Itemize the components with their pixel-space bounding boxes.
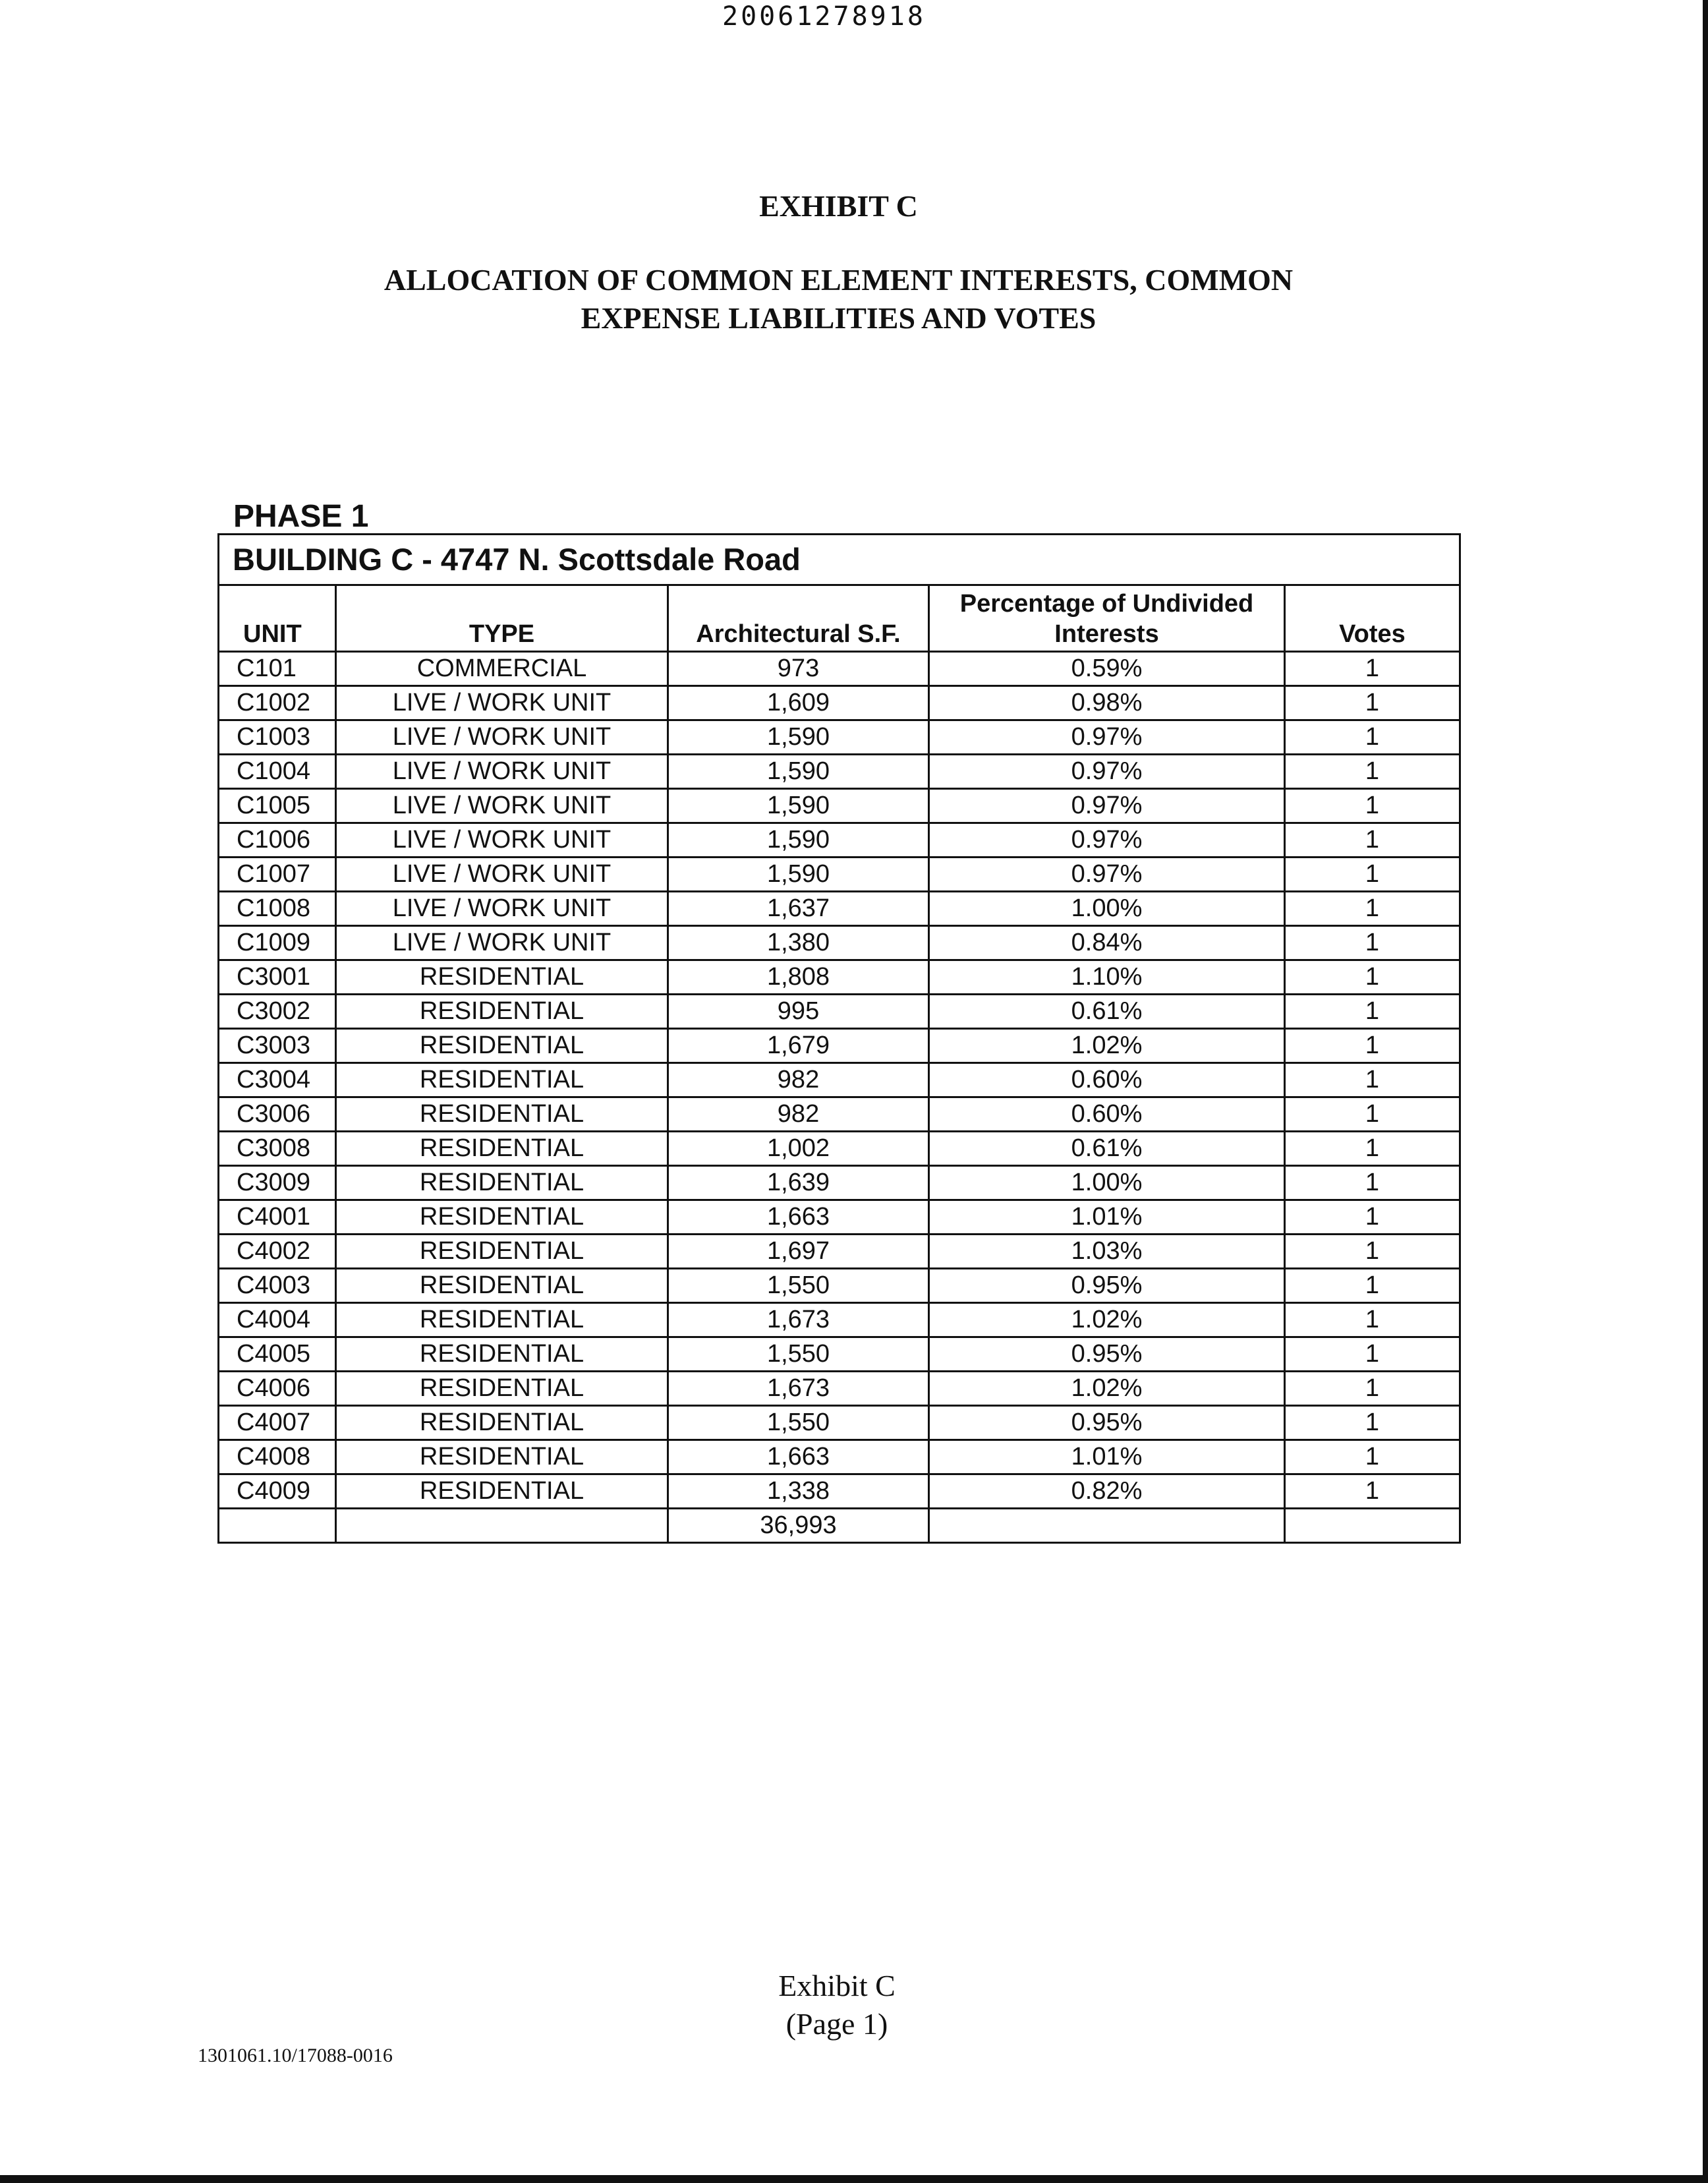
unit-cell: C3003	[219, 1029, 336, 1063]
table-row	[219, 652, 1460, 686]
type-cell: RESIDENTIAL	[336, 1029, 668, 1063]
percentage-cell: 0.95%	[929, 1337, 1285, 1372]
unit-cell: C3001	[219, 960, 336, 995]
table-row	[219, 1063, 1460, 1097]
votes-cell: 1	[1285, 858, 1460, 892]
type-cell: RESIDENTIAL	[336, 1303, 668, 1337]
unit-cell: C1009	[219, 926, 336, 960]
sf-cell: 1,637	[668, 892, 929, 926]
votes-cell: 1	[1285, 652, 1460, 686]
type-cell: LIVE / WORK UNIT	[336, 720, 668, 755]
percentage-cell: 0.97%	[929, 823, 1285, 858]
table-row	[219, 1097, 1460, 1132]
percentage-cell: 0.59%	[929, 652, 1285, 686]
type-cell: RESIDENTIAL	[336, 1269, 668, 1303]
col-header-percentage-line-2: Interests	[1054, 620, 1159, 648]
sf-cell: 1,590	[668, 858, 929, 892]
table-row	[219, 1372, 1460, 1406]
col-header-unit: UNIT	[219, 585, 336, 652]
percentage-cell: 1.03%	[929, 1235, 1285, 1269]
type-cell: RESIDENTIAL	[336, 1474, 668, 1509]
table-row	[219, 720, 1460, 755]
unit-cell: C4004	[219, 1303, 336, 1337]
table-row	[219, 1029, 1460, 1063]
votes-cell: 1	[1285, 1269, 1460, 1303]
type-cell: LIVE / WORK UNIT	[336, 823, 668, 858]
unit-cell: C3008	[219, 1132, 336, 1166]
votes-cell: 1	[1285, 720, 1460, 755]
votes-cell: 1	[1285, 1166, 1460, 1200]
unit-cell: C1005	[219, 789, 336, 823]
table-row	[219, 926, 1460, 960]
votes-cell: 1	[1285, 1406, 1460, 1440]
table-row	[219, 1406, 1460, 1440]
subtitle-line-2: EXPENSE LIABILITIES AND VOTES	[581, 301, 1096, 335]
votes-cell: 1	[1285, 1200, 1460, 1235]
table-row	[219, 1474, 1460, 1509]
table-row	[219, 995, 1460, 1029]
percentage-cell: 0.98%	[929, 686, 1285, 720]
unit-cell: C1008	[219, 892, 336, 926]
type-cell: LIVE / WORK UNIT	[336, 892, 668, 926]
table-row	[219, 1440, 1460, 1474]
type-cell: LIVE / WORK UNIT	[336, 858, 668, 892]
sf-cell: 1,609	[668, 686, 929, 720]
sf-cell: 1,550	[668, 1269, 929, 1303]
document-number: 20061278918	[722, 1, 926, 32]
table-row	[219, 892, 1460, 926]
percentage-cell: 0.61%	[929, 995, 1285, 1029]
allocation-table	[217, 533, 1461, 1544]
table-body	[219, 652, 1460, 1509]
percentage-cell: 1.01%	[929, 1440, 1285, 1474]
col-header-sf: Architectural S.F.	[668, 585, 929, 652]
total-row	[219, 1509, 1460, 1543]
votes-cell: 1	[1285, 1097, 1460, 1132]
exhibit-title: EXHIBIT C	[759, 189, 918, 223]
sf-cell: 982	[668, 1063, 929, 1097]
type-cell: RESIDENTIAL	[336, 1372, 668, 1406]
percentage-cell: 0.84%	[929, 926, 1285, 960]
percentage-cell: 0.95%	[929, 1269, 1285, 1303]
table-row	[219, 960, 1460, 995]
total-sf-cell: 36,993	[668, 1509, 929, 1543]
votes-cell: 1	[1285, 1440, 1460, 1474]
table-row	[219, 1166, 1460, 1200]
percentage-cell: 1.10%	[929, 960, 1285, 995]
votes-cell: 1	[1285, 789, 1460, 823]
type-cell: COMMERCIAL	[336, 652, 668, 686]
unit-cell: C3009	[219, 1166, 336, 1200]
percentage-cell: 1.02%	[929, 1029, 1285, 1063]
votes-cell: 1	[1285, 1132, 1460, 1166]
unit-cell: C4008	[219, 1440, 336, 1474]
sf-cell: 1,697	[668, 1235, 929, 1269]
total-pct-cell	[929, 1509, 1285, 1543]
sf-cell: 1,002	[668, 1132, 929, 1166]
type-cell: RESIDENTIAL	[336, 1337, 668, 1372]
type-cell: RESIDENTIAL	[336, 1166, 668, 1200]
table-row	[219, 1337, 1460, 1372]
unit-cell: C1007	[219, 858, 336, 892]
percentage-cell: 0.82%	[929, 1474, 1285, 1509]
page-edge-right	[1703, 0, 1708, 2183]
votes-cell: 1	[1285, 1303, 1460, 1337]
sf-cell: 982	[668, 1097, 929, 1132]
col-header-type: TYPE	[336, 585, 668, 652]
unit-cell: C101	[219, 652, 336, 686]
footer-exhibit-line-1: Exhibit C	[778, 1969, 896, 2002]
sf-cell: 1,663	[668, 1440, 929, 1474]
table-row	[219, 1303, 1460, 1337]
building-header: BUILDING C - 4747 N. Scottsdale Road	[219, 535, 1460, 585]
phase-label: PHASE 1	[233, 499, 369, 534]
unit-cell: C4007	[219, 1406, 336, 1440]
percentage-cell: 1.01%	[929, 1200, 1285, 1235]
votes-cell: 1	[1285, 686, 1460, 720]
sf-cell: 1,590	[668, 720, 929, 755]
table-row	[219, 1235, 1460, 1269]
type-cell: RESIDENTIAL	[336, 995, 668, 1029]
percentage-cell: 1.02%	[929, 1303, 1285, 1337]
percentage-cell: 0.97%	[929, 720, 1285, 755]
unit-cell: C1002	[219, 686, 336, 720]
subtitle-line-1: ALLOCATION OF COMMON ELEMENT INTERESTS, COMMON	[384, 263, 1294, 297]
votes-cell: 1	[1285, 755, 1460, 789]
votes-cell: 1	[1285, 892, 1460, 926]
type-cell: LIVE / WORK UNIT	[336, 789, 668, 823]
type-cell: RESIDENTIAL	[336, 1132, 668, 1166]
unit-cell: C4002	[219, 1235, 336, 1269]
type-cell: LIVE / WORK UNIT	[336, 686, 668, 720]
sf-cell: 973	[668, 652, 929, 686]
sf-cell: 1,808	[668, 960, 929, 995]
footer-exhibit-label	[725, 1967, 949, 2043]
table-row	[219, 858, 1460, 892]
votes-cell: 1	[1285, 1063, 1460, 1097]
percentage-cell: 0.97%	[929, 755, 1285, 789]
table-row	[219, 1200, 1460, 1235]
total-unit-cell	[219, 1509, 336, 1543]
type-cell: LIVE / WORK UNIT	[336, 755, 668, 789]
sf-cell: 1,590	[668, 789, 929, 823]
votes-cell: 1	[1285, 1235, 1460, 1269]
table-row	[219, 1132, 1460, 1166]
percentage-cell: 0.61%	[929, 1132, 1285, 1166]
type-cell: LIVE / WORK UNIT	[336, 926, 668, 960]
unit-cell: C1006	[219, 823, 336, 858]
sf-cell: 1,679	[668, 1029, 929, 1063]
sf-cell: 1,590	[668, 755, 929, 789]
votes-cell: 1	[1285, 1337, 1460, 1372]
unit-cell: C4009	[219, 1474, 336, 1509]
type-cell: RESIDENTIAL	[336, 1235, 668, 1269]
votes-cell: 1	[1285, 995, 1460, 1029]
percentage-cell: 0.60%	[929, 1097, 1285, 1132]
col-header-percentage	[929, 585, 1285, 652]
unit-cell: C1004	[219, 755, 336, 789]
percentage-cell: 0.60%	[929, 1063, 1285, 1097]
unit-cell: C4003	[219, 1269, 336, 1303]
sf-cell: 1,673	[668, 1303, 929, 1337]
column-header-row	[219, 585, 1460, 652]
sf-cell: 1,663	[668, 1200, 929, 1235]
votes-cell: 1	[1285, 1029, 1460, 1063]
sf-cell: 1,550	[668, 1406, 929, 1440]
unit-cell: C3004	[219, 1063, 336, 1097]
type-cell: RESIDENTIAL	[336, 1406, 668, 1440]
type-cell: RESIDENTIAL	[336, 1200, 668, 1235]
table-row	[219, 789, 1460, 823]
percentage-cell: 0.97%	[929, 858, 1285, 892]
sf-cell: 1,380	[668, 926, 929, 960]
percentage-cell: 0.95%	[929, 1406, 1285, 1440]
unit-cell: C3006	[219, 1097, 336, 1132]
percentage-cell: 0.97%	[929, 789, 1285, 823]
table-row	[219, 755, 1460, 789]
exhibit-subtitle	[0, 261, 1677, 337]
total-type-cell	[336, 1509, 668, 1543]
sf-cell: 1,338	[668, 1474, 929, 1509]
percentage-cell: 1.00%	[929, 892, 1285, 926]
unit-cell: C4006	[219, 1372, 336, 1406]
votes-cell: 1	[1285, 1474, 1460, 1509]
table-row	[219, 1269, 1460, 1303]
table-row	[219, 823, 1460, 858]
footer-exhibit-line-2: (Page 1)	[785, 2007, 888, 2041]
votes-cell: 1	[1285, 1372, 1460, 1406]
unit-cell: C4001	[219, 1200, 336, 1235]
col-header-votes: Votes	[1285, 585, 1460, 652]
type-cell: RESIDENTIAL	[336, 1063, 668, 1097]
page-edge-bottom	[0, 2175, 1708, 2183]
sf-cell: 1,550	[668, 1337, 929, 1372]
col-header-percentage-line-1: Percentage of Undivided	[959, 590, 1254, 618]
unit-cell: C4005	[219, 1337, 336, 1372]
sf-cell: 995	[668, 995, 929, 1029]
percentage-cell: 1.02%	[929, 1372, 1285, 1406]
percentage-cell: 1.00%	[929, 1166, 1285, 1200]
votes-cell: 1	[1285, 960, 1460, 995]
table-row	[219, 686, 1460, 720]
sf-cell: 1,590	[668, 823, 929, 858]
type-cell: RESIDENTIAL	[336, 1440, 668, 1474]
type-cell: RESIDENTIAL	[336, 960, 668, 995]
unit-cell: C1003	[219, 720, 336, 755]
votes-cell: 1	[1285, 926, 1460, 960]
votes-cell: 1	[1285, 823, 1460, 858]
total-votes-cell	[1285, 1509, 1460, 1543]
sf-cell: 1,673	[668, 1372, 929, 1406]
unit-cell: C3002	[219, 995, 336, 1029]
sf-cell: 1,639	[668, 1166, 929, 1200]
type-cell: RESIDENTIAL	[336, 1097, 668, 1132]
footer-reference: 1301061.10/17088-0016	[198, 2045, 393, 2066]
